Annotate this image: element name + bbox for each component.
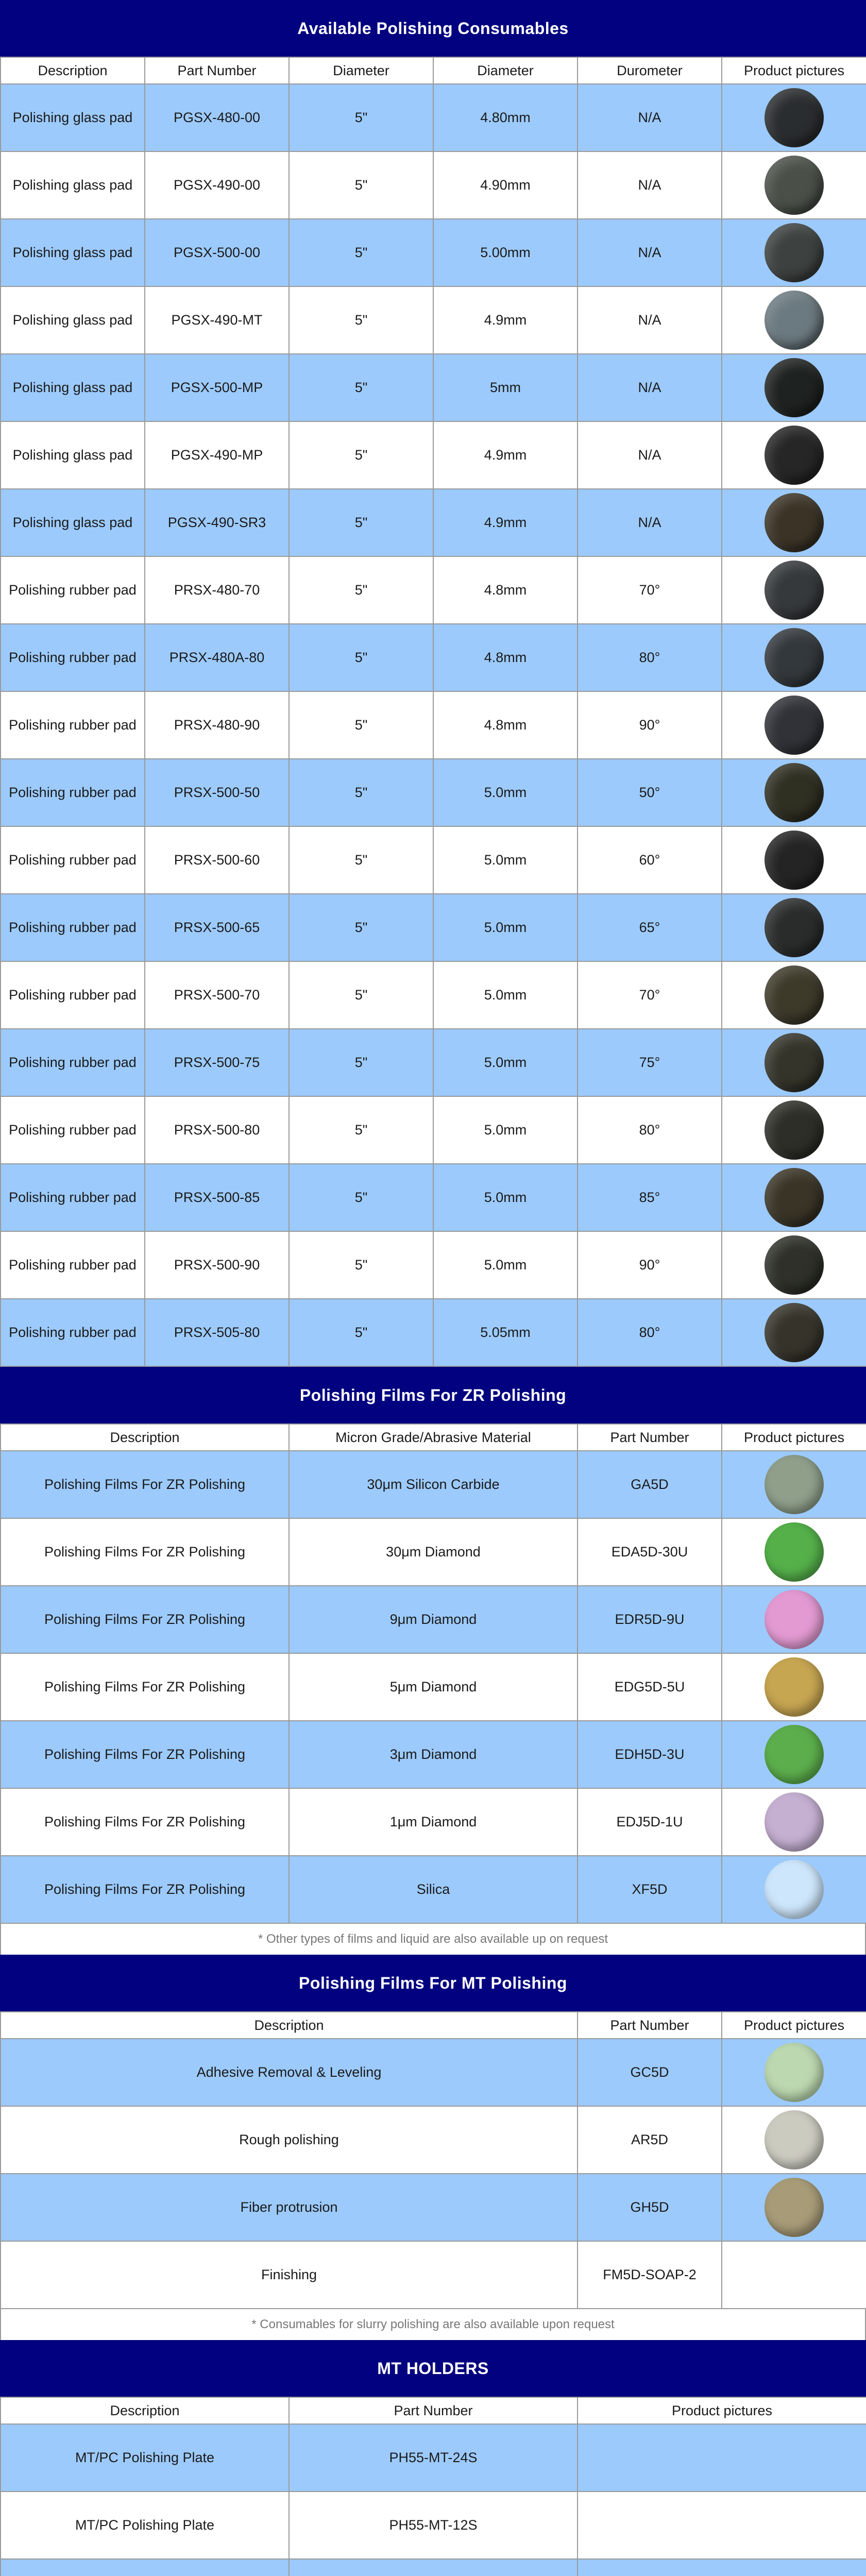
zr-films-note: * Other types of films and liquid are also available up on request bbox=[0, 1924, 866, 1955]
durometer-cell: 80° bbox=[578, 624, 722, 691]
product-disc-image bbox=[765, 1657, 824, 1717]
durometer-cell: 90° bbox=[578, 1231, 722, 1299]
description-cell: Polishing Films For ZR Polishing bbox=[1, 1721, 289, 1788]
part-number-cell: PGSX-490-MP bbox=[145, 421, 289, 489]
part-number-cell: PRSX-480-90 bbox=[145, 691, 289, 759]
table-row bbox=[1, 489, 866, 556]
product-disc-image bbox=[765, 561, 824, 620]
product-disc-image bbox=[765, 1455, 824, 1514]
product-picture-cell bbox=[722, 151, 866, 219]
product-disc-image bbox=[765, 965, 824, 1025]
description-cell: Polishing rubber pad bbox=[1, 691, 145, 759]
product-picture-cell bbox=[722, 1451, 866, 1518]
table-row bbox=[1, 1164, 866, 1231]
table-row bbox=[1, 1029, 866, 1096]
table-row bbox=[1, 1586, 866, 1653]
part-number-cell: EDG5D-5U bbox=[578, 1653, 722, 1721]
size-cell: 5" bbox=[289, 1164, 433, 1231]
description-cell: Polishing rubber pad bbox=[1, 1299, 145, 1366]
table-row bbox=[1, 219, 866, 286]
mt-holders-title: MT HOLDERS bbox=[0, 2340, 866, 2397]
size-cell: 5" bbox=[289, 624, 433, 691]
zr-films-title: Polishing Films For ZR Polishing bbox=[0, 1367, 866, 1423]
size-cell: 5" bbox=[289, 1299, 433, 1366]
description-cell: Polishing Films For ZR Polishing bbox=[1, 1518, 289, 1586]
table-row bbox=[1, 624, 866, 691]
diameter-cell: 4.9mm bbox=[433, 489, 578, 556]
part-number-cell: PRSX-500-75 bbox=[145, 1029, 289, 1096]
product-picture-cell bbox=[722, 1299, 866, 1366]
part-number-cell: EDJ5D-1U bbox=[578, 1788, 722, 1856]
table-row bbox=[1, 354, 866, 421]
table-row bbox=[1, 1518, 866, 1586]
size-cell: 5" bbox=[289, 84, 433, 151]
col-pictures: Product pictures bbox=[722, 1424, 866, 1451]
diameter-cell: 5.0mm bbox=[433, 826, 578, 894]
part-number-cell: PRSX-500-85 bbox=[145, 1164, 289, 1231]
table-row bbox=[1, 894, 866, 961]
size-cell: 5" bbox=[289, 691, 433, 759]
size-cell: 5" bbox=[289, 1096, 433, 1164]
grade-cell: 30μm Diamond bbox=[289, 1518, 578, 1586]
durometer-cell: 80° bbox=[578, 1096, 722, 1164]
consumables-title: Available Polishing Consumables bbox=[0, 0, 866, 57]
product-disc-image bbox=[765, 763, 824, 822]
durometer-cell: N/A bbox=[578, 84, 722, 151]
col-grade: Micron Grade/Abrasive Material bbox=[289, 1424, 578, 1451]
grade-cell: 30μm Silicon Carbide bbox=[289, 1451, 578, 1518]
product-disc-image bbox=[765, 831, 824, 890]
col-part-number: Part Number bbox=[145, 57, 289, 84]
product-disc-image bbox=[765, 1168, 824, 1227]
grade-cell: 3μm Diamond bbox=[289, 1721, 578, 1788]
grade-cell: 1μm Diamond bbox=[289, 1788, 578, 1856]
description-cell: Polishing Films For ZR Polishing bbox=[1, 1788, 289, 1856]
description-cell: Polishing glass pad bbox=[1, 354, 145, 421]
part-number-cell: EDA5D-30U bbox=[578, 1518, 722, 1586]
description-cell: Polishing glass pad bbox=[1, 421, 145, 489]
col-description: Description bbox=[1, 1424, 289, 1451]
product-disc-image bbox=[765, 2043, 824, 2102]
col-description: Description bbox=[1, 2397, 289, 2424]
product-disc-image bbox=[765, 1100, 824, 1160]
durometer-cell: N/A bbox=[578, 421, 722, 489]
size-cell: 5" bbox=[289, 489, 433, 556]
durometer-cell: 70° bbox=[578, 961, 722, 1029]
product-disc-image bbox=[765, 88, 824, 147]
table-row bbox=[1, 286, 866, 354]
col-description: Description bbox=[1, 2012, 578, 2039]
product-picture-cell bbox=[722, 624, 866, 691]
product-picture-cell bbox=[722, 2174, 866, 2241]
description-cell: Polishing glass pad bbox=[1, 286, 145, 354]
product-picture-cell bbox=[722, 219, 866, 286]
table-row bbox=[1, 1788, 866, 1856]
description-cell: Finishing bbox=[1, 2241, 578, 2309]
size-cell: 5" bbox=[289, 151, 433, 219]
table-row bbox=[1, 2174, 866, 2241]
product-picture-cell bbox=[722, 1586, 866, 1653]
product-picture-cell bbox=[722, 84, 866, 151]
diameter-cell: 5.0mm bbox=[433, 894, 578, 961]
product-disc-image bbox=[765, 493, 824, 552]
mt-films-note: * Consumables for slurry polishing are also available upon request bbox=[0, 2309, 866, 2340]
part-number-cell: PGSX-490-00 bbox=[145, 151, 289, 219]
part-number-cell: XF5D bbox=[578, 1856, 722, 1923]
description-cell: MT/PC Polishing Plate bbox=[1, 2492, 289, 2559]
table-row bbox=[1, 2106, 866, 2174]
table-row bbox=[1, 961, 866, 1029]
product-picture-cell bbox=[722, 1518, 866, 1586]
product-picture-cell bbox=[722, 1721, 866, 1788]
diameter-cell: 5.00mm bbox=[433, 219, 578, 286]
durometer-cell: N/A bbox=[578, 489, 722, 556]
table-row bbox=[1, 1231, 866, 1299]
size-cell: 5" bbox=[289, 219, 433, 286]
description-cell: Polishing rubber pad bbox=[1, 1164, 145, 1231]
part-number-cell: PRSX-500-50 bbox=[145, 759, 289, 826]
col-size: Diameter bbox=[289, 57, 433, 84]
table-row bbox=[1, 2039, 866, 2106]
product-disc-image bbox=[765, 358, 824, 417]
part-number-cell: EDR5D-9U bbox=[578, 1586, 722, 1653]
part-number-cell: PRSX-505-80 bbox=[145, 1299, 289, 1366]
diameter-cell: 5.05mm bbox=[433, 1299, 578, 1366]
description-cell: Polishing rubber pad bbox=[1, 1029, 145, 1096]
product-picture-cell bbox=[722, 556, 866, 624]
part-number-cell: GA5D bbox=[578, 1451, 722, 1518]
table-row bbox=[1, 1451, 866, 1518]
product-disc-image bbox=[765, 898, 824, 957]
part-number-cell: AR5D bbox=[578, 2106, 722, 2174]
part-number-cell: PRSX-500-65 bbox=[145, 894, 289, 961]
description-cell: Polishing rubber pad bbox=[1, 624, 145, 691]
description-cell: Fiber protrusion bbox=[1, 2174, 578, 2241]
table-row bbox=[1, 826, 866, 894]
table-row bbox=[1, 1299, 866, 1366]
consumables-table bbox=[0, 57, 866, 1367]
product-picture-cell bbox=[722, 1653, 866, 1721]
description-cell: Polishing rubber pad bbox=[1, 1096, 145, 1164]
table-row bbox=[1, 84, 866, 151]
description-cell: Polishing rubber pad bbox=[1, 556, 145, 624]
product-disc-image bbox=[765, 2110, 824, 2170]
product-disc-image bbox=[765, 1590, 824, 1649]
part-number-cell bbox=[289, 2559, 578, 2576]
description-cell: Polishing rubber pad bbox=[1, 759, 145, 826]
size-cell: 5" bbox=[289, 894, 433, 961]
product-picture-cell bbox=[722, 826, 866, 894]
size-cell: 5" bbox=[289, 1029, 433, 1096]
col-part-number: Part Number bbox=[578, 1424, 722, 1451]
product-picture-cell bbox=[722, 894, 866, 961]
part-number-cell: GH5D bbox=[578, 2174, 722, 2241]
product-disc-image bbox=[765, 1792, 824, 1852]
product-disc-image bbox=[765, 1725, 824, 1784]
product-picture-cell bbox=[578, 2559, 866, 2576]
durometer-cell: N/A bbox=[578, 219, 722, 286]
product-picture-cell bbox=[578, 2424, 866, 2492]
durometer-cell: 50° bbox=[578, 759, 722, 826]
durometer-cell: N/A bbox=[578, 151, 722, 219]
part-number-cell: PGSX-490-MT bbox=[145, 286, 289, 354]
table-row bbox=[1, 421, 866, 489]
description-cell: Polishing Films For ZR Polishing bbox=[1, 1653, 289, 1721]
table-row bbox=[1, 691, 866, 759]
description-cell: Polishing Films For ZR Polishing bbox=[1, 1586, 289, 1653]
diameter-cell: 4.9mm bbox=[433, 421, 578, 489]
product-disc-image bbox=[765, 1235, 824, 1295]
col-durometer: Durometer bbox=[578, 57, 722, 84]
product-disc-image bbox=[765, 1033, 824, 1092]
product-disc-image bbox=[765, 291, 824, 350]
table-row bbox=[1, 2424, 866, 2492]
table-row bbox=[1, 1856, 866, 1923]
product-picture-cell bbox=[722, 1029, 866, 1096]
mt-holders-table bbox=[0, 2397, 866, 2576]
diameter-cell: 5.0mm bbox=[433, 1029, 578, 1096]
size-cell: 5" bbox=[289, 961, 433, 1029]
diameter-cell: 4.9mm bbox=[433, 286, 578, 354]
col-part-number: Part Number bbox=[578, 2012, 722, 2039]
product-disc-image bbox=[765, 156, 824, 215]
product-disc-image bbox=[765, 1303, 824, 1362]
part-number-cell: PRSX-500-60 bbox=[145, 826, 289, 894]
durometer-cell: 80° bbox=[578, 1299, 722, 1366]
product-picture-cell bbox=[578, 2492, 866, 2559]
product-picture-cell bbox=[722, 2039, 866, 2106]
table-row bbox=[1, 2241, 866, 2309]
diameter-cell: 4.80mm bbox=[433, 84, 578, 151]
part-number-cell: PRSX-500-80 bbox=[145, 1096, 289, 1164]
table-row bbox=[1, 1721, 866, 1788]
product-picture-cell bbox=[722, 1788, 866, 1856]
product-picture-cell bbox=[722, 421, 866, 489]
diameter-cell: 4.8mm bbox=[433, 691, 578, 759]
durometer-cell: 70° bbox=[578, 556, 722, 624]
diameter-cell: 5.0mm bbox=[433, 759, 578, 826]
diameter-cell: 4.8mm bbox=[433, 624, 578, 691]
product-picture-cell bbox=[722, 1231, 866, 1299]
product-picture-cell bbox=[722, 961, 866, 1029]
table-row bbox=[1, 1653, 866, 1721]
description-cell: Polishing glass pad bbox=[1, 219, 145, 286]
description-cell: Polishing rubber pad bbox=[1, 1231, 145, 1299]
mt-films-title: Polishing Films For MT Polishing bbox=[0, 1955, 866, 2011]
size-cell: 5" bbox=[289, 286, 433, 354]
col-pictures: Product pictures bbox=[722, 57, 866, 84]
description-cell: MT/PC Polishing Plate bbox=[1, 2424, 289, 2492]
product-disc-image bbox=[765, 1522, 824, 1582]
col-pictures: Product pictures bbox=[578, 2397, 866, 2424]
table-row bbox=[1, 2492, 866, 2559]
part-number-cell: EDH5D-3U bbox=[578, 1721, 722, 1788]
product-picture-cell bbox=[722, 1164, 866, 1231]
col-diameter: Diameter bbox=[433, 57, 578, 84]
product-picture-cell bbox=[722, 691, 866, 759]
product-picture-cell bbox=[722, 354, 866, 421]
part-number-cell: PGSX-500-00 bbox=[145, 219, 289, 286]
product-picture-cell bbox=[722, 759, 866, 826]
part-number-cell: PGSX-480-00 bbox=[145, 84, 289, 151]
zr-films-table bbox=[0, 1423, 866, 1924]
description-cell: Polishing rubber pad bbox=[1, 894, 145, 961]
diameter-cell: 5.0mm bbox=[433, 1231, 578, 1299]
product-picture-cell bbox=[722, 1096, 866, 1164]
description-cell: Polishing Films For ZR Polishing bbox=[1, 1856, 289, 1923]
part-number-cell: PGSX-500-MP bbox=[145, 354, 289, 421]
diameter-cell: 5.0mm bbox=[433, 961, 578, 1029]
col-part-number: Part Number bbox=[289, 2397, 578, 2424]
durometer-cell: 85° bbox=[578, 1164, 722, 1231]
part-number-cell: GC5D bbox=[578, 2039, 722, 2106]
product-disc-image bbox=[765, 628, 824, 687]
durometer-cell: 65° bbox=[578, 894, 722, 961]
description-cell: Adhesive Removal & Leveling bbox=[1, 2039, 578, 2106]
mt-films-table bbox=[0, 2011, 866, 2309]
diameter-cell: 5.0mm bbox=[433, 1164, 578, 1231]
part-number-cell: PRSX-480A-80 bbox=[145, 624, 289, 691]
table-row bbox=[1, 151, 866, 219]
table-row bbox=[1, 1096, 866, 1164]
part-number-cell: PRSX-500-70 bbox=[145, 961, 289, 1029]
diameter-cell: 4.8mm bbox=[433, 556, 578, 624]
product-disc-image bbox=[765, 2178, 824, 2237]
diameter-cell: 4.90mm bbox=[433, 151, 578, 219]
description-cell: Polishing rubber pad bbox=[1, 961, 145, 1029]
part-number-cell: FM5D-SOAP-2 bbox=[578, 2241, 722, 2309]
size-cell: 5" bbox=[289, 556, 433, 624]
table-row bbox=[1, 2559, 866, 2576]
col-description: Description bbox=[1, 57, 145, 84]
product-disc-image bbox=[765, 223, 824, 282]
diameter-cell: 5mm bbox=[433, 354, 578, 421]
size-cell: 5" bbox=[289, 354, 433, 421]
description-cell: Polishing rubber pad bbox=[1, 826, 145, 894]
durometer-cell: 90° bbox=[578, 691, 722, 759]
part-number-cell: PH55-MT-24S bbox=[289, 2424, 578, 2492]
durometer-cell: N/A bbox=[578, 286, 722, 354]
durometer-cell: 60° bbox=[578, 826, 722, 894]
product-disc-image bbox=[765, 426, 824, 485]
table-row bbox=[1, 759, 866, 826]
product-disc-image bbox=[765, 696, 824, 755]
description-cell: Polishing glass pad bbox=[1, 84, 145, 151]
part-number-cell: PRSX-500-90 bbox=[145, 1231, 289, 1299]
grade-cell: Silica bbox=[289, 1856, 578, 1923]
product-picture-cell bbox=[722, 2241, 866, 2309]
product-picture-cell bbox=[722, 2106, 866, 2174]
size-cell: 5" bbox=[289, 1231, 433, 1299]
description-cell: Rough polishing bbox=[1, 2106, 578, 2174]
col-pictures: Product pictures bbox=[722, 2012, 866, 2039]
grade-cell: 9μm Diamond bbox=[289, 1586, 578, 1653]
size-cell: 5" bbox=[289, 826, 433, 894]
diameter-cell: 5.0mm bbox=[433, 1096, 578, 1164]
description-cell: Polishing Films For ZR Polishing bbox=[1, 1451, 289, 1518]
part-number-cell: PRSX-480-70 bbox=[145, 556, 289, 624]
size-cell: 5" bbox=[289, 759, 433, 826]
description-cell: Polishing glass pad bbox=[1, 489, 145, 556]
product-picture-cell bbox=[722, 286, 866, 354]
product-picture-cell bbox=[722, 489, 866, 556]
part-number-cell: PH55-MT-12S bbox=[289, 2492, 578, 2559]
durometer-cell: 75° bbox=[578, 1029, 722, 1096]
grade-cell: 5μm Diamond bbox=[289, 1653, 578, 1721]
table-row bbox=[1, 556, 866, 624]
description-cell: Polishing glass pad bbox=[1, 151, 145, 219]
product-picture-cell bbox=[722, 1856, 866, 1923]
description-cell bbox=[1, 2559, 289, 2576]
product-disc-image bbox=[765, 1860, 824, 1919]
part-number-cell: PGSX-490-SR3 bbox=[145, 489, 289, 556]
durometer-cell: N/A bbox=[578, 354, 722, 421]
size-cell: 5" bbox=[289, 421, 433, 489]
